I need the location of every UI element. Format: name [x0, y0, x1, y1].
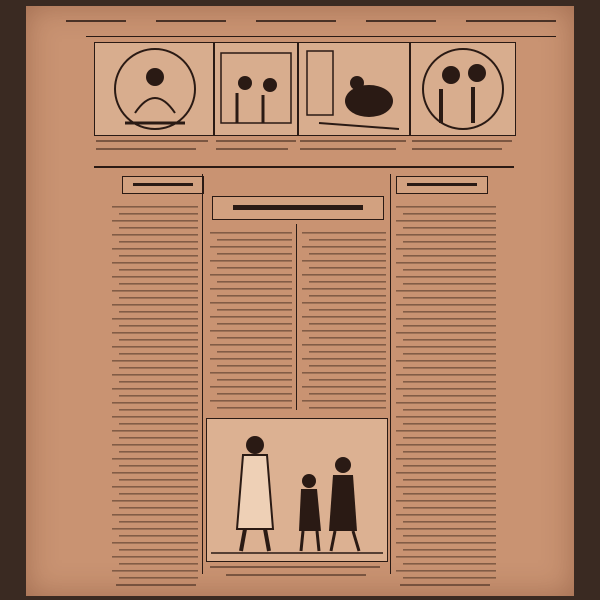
center-right-lines: [302, 228, 386, 414]
comic-panel-4: [410, 42, 516, 136]
right-column-lines: [396, 202, 496, 582]
left-column-text: [112, 202, 198, 582]
heading-right-column: [396, 176, 488, 194]
comic-panel-1-drawing: [95, 43, 213, 135]
right-column-text: [396, 202, 496, 582]
column-divider-left: [202, 174, 203, 574]
newspaper-page: [26, 6, 574, 596]
bottom-cartoon: [206, 418, 388, 562]
left-column-lines: [112, 202, 198, 582]
masthead: [66, 14, 586, 36]
comic-panel-1: [94, 42, 214, 136]
comic-panel-2-drawing: [215, 43, 297, 135]
comic-panel-4-drawing: [411, 43, 515, 135]
center-left-text: [210, 228, 292, 414]
strip-divider: [94, 166, 514, 168]
center-right-text: [302, 228, 386, 414]
masthead-rule: [86, 36, 556, 37]
column-divider-right: [390, 174, 391, 574]
center-left-lines: [210, 228, 292, 414]
heading-left-column: [122, 176, 204, 194]
bottom-cartoon-drawing: [207, 419, 387, 561]
comic-panel-2: [214, 42, 298, 136]
heading-center-column: [212, 196, 384, 220]
comic-panel-3-drawing: [299, 43, 409, 135]
column-divider-mid: [296, 224, 297, 410]
comic-panel-3: [298, 42, 410, 136]
